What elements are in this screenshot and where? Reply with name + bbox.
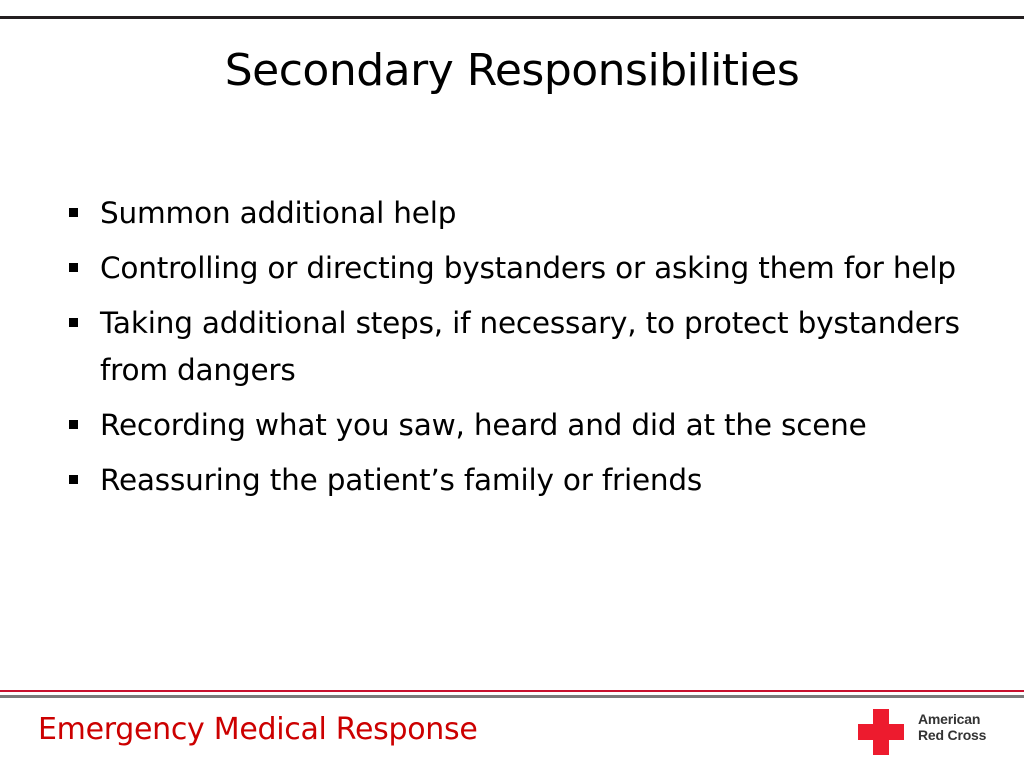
slide-title: Secondary Responsibilities (224, 45, 800, 96)
logo-line-2: Red Cross (918, 727, 987, 743)
square-bullet-icon (69, 420, 78, 429)
bullet-text: Taking additional steps, if necessary, to protect bystanders from dangers (100, 306, 960, 387)
bullet-item (60, 190, 960, 237)
footer-divider-gray (0, 695, 1024, 698)
square-bullet-icon (69, 208, 78, 217)
footer-divider-red (0, 690, 1024, 692)
bullet-text: Reassuring the patient’s family or friends (100, 463, 703, 497)
bullet-text: Summon additional help (100, 196, 457, 230)
logo-wordmark (918, 711, 986, 743)
bullet-item (60, 402, 960, 449)
square-bullet-icon (69, 475, 78, 484)
bullet-list (60, 190, 960, 512)
bullet-text: Recording what you saw, heard and did at the scene (100, 408, 867, 442)
logo-line-1: American (918, 711, 981, 727)
american-red-cross-logo (858, 707, 1003, 755)
footer-course-title: Emergency Medical Response (38, 712, 478, 747)
square-bullet-icon (69, 318, 78, 327)
bullet-item (60, 300, 960, 394)
top-divider (0, 16, 1024, 19)
bullet-item (60, 245, 960, 292)
square-bullet-icon (69, 263, 78, 272)
bullet-text: Controlling or directing bystanders or asking them for help (100, 251, 956, 285)
red-cross-icon (858, 709, 904, 755)
bullet-item (60, 457, 960, 504)
